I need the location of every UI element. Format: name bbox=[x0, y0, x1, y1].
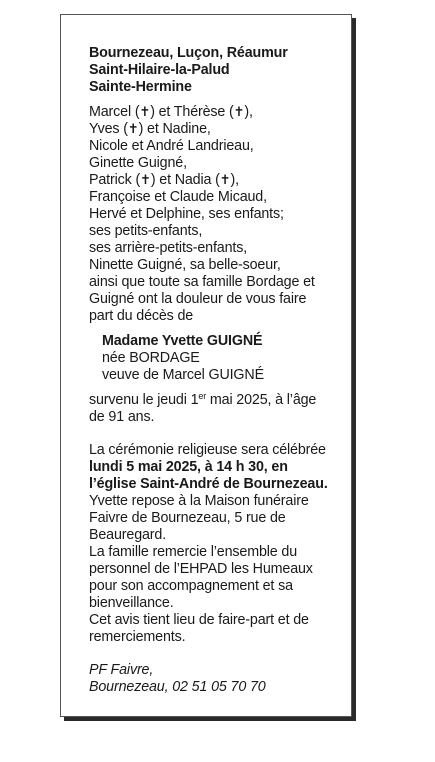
deceased-name: Madame Yvette GUIGNÉ bbox=[102, 333, 263, 349]
family-line: Patrick (✝) et Nadia (✝), bbox=[89, 172, 239, 188]
ordinal-suffix: er bbox=[198, 391, 207, 401]
ceremony-line: pour son accompagnement et sa bbox=[89, 578, 293, 594]
funeral-home-name: PF Faivre, bbox=[89, 662, 154, 678]
family-line: Nicole et André Landrieau, bbox=[89, 138, 254, 154]
ceremony-info bbox=[89, 442, 351, 646]
ceremony-place: l’église Saint-André de Bournezeau. bbox=[89, 476, 328, 492]
death-line: survenu le jeudi 1er mai 2025, à l’âge bbox=[89, 391, 317, 408]
ceremony-date: lundi 5 mai 2025, à 14 h 30, en bbox=[89, 459, 288, 475]
location-line: Bournezeau, Luçon, Réaumur bbox=[89, 45, 288, 61]
family-line: Guigné ont la douleur de vous faire bbox=[89, 291, 307, 307]
ceremony-line: La cérémonie religieuse sera célébrée bbox=[89, 442, 326, 458]
ceremony-line: Cet avis tient lieu de faire-part et de bbox=[89, 612, 309, 628]
widow-of: veuve de Marcel GUIGNÉ bbox=[102, 367, 264, 383]
family-line: Marcel (✝) et Thérèse (✝), bbox=[89, 104, 253, 120]
cross-icon: ✝ bbox=[140, 173, 151, 188]
ceremony-line: Yvette repose à la Maison funéraire bbox=[89, 493, 309, 509]
cross-icon: ✝ bbox=[127, 122, 139, 137]
maiden-name: née BORDAGE bbox=[102, 350, 200, 366]
ceremony-line: Faivre de Bournezeau, 5 rue de bbox=[89, 510, 286, 526]
funeral-home-contact: Bournezeau, 02 51 05 70 70 bbox=[89, 679, 266, 695]
family-line: ses petits-enfants, bbox=[89, 223, 203, 239]
ceremony-line: La famille remercie l’ensemble du bbox=[89, 544, 298, 560]
ceremony-line: remerciements. bbox=[89, 629, 186, 645]
ceremony-line: personnel de l’EHPAD les Humeaux bbox=[89, 561, 313, 577]
family-line: Françoise et Claude Micaud, bbox=[89, 189, 267, 205]
deceased-block bbox=[89, 333, 351, 384]
family-line: Ginette Guigné, bbox=[89, 155, 187, 171]
location-line: Sainte-Hermine bbox=[89, 79, 192, 95]
family-line: part du décès de bbox=[89, 308, 194, 324]
obituary-notice bbox=[60, 14, 352, 717]
death-info bbox=[89, 392, 351, 426]
locations-header bbox=[89, 45, 351, 96]
ceremony-line: Beauregard. bbox=[89, 527, 167, 543]
death-line: de 91 ans. bbox=[89, 409, 155, 425]
cross-icon: ✝ bbox=[139, 105, 151, 120]
ceremony-line: bienveillance. bbox=[89, 595, 174, 611]
family-line: ainsi que toute sa famille Bordage et bbox=[89, 274, 315, 290]
family-list bbox=[89, 104, 351, 325]
funeral-home bbox=[89, 662, 351, 696]
location-line: Saint-Hilaire-la-Palud bbox=[89, 62, 230, 78]
family-line: Hervé et Delphine, ses enfants; bbox=[89, 206, 284, 222]
family-line: ses arrière-petits-enfants, bbox=[89, 240, 248, 256]
cross-icon: ✝ bbox=[219, 173, 231, 188]
cross-icon: ✝ bbox=[233, 105, 245, 120]
family-line: Ninette Guigné, sa belle-soeur, bbox=[89, 257, 281, 273]
family-line: Yves (✝) et Nadine, bbox=[89, 121, 211, 137]
